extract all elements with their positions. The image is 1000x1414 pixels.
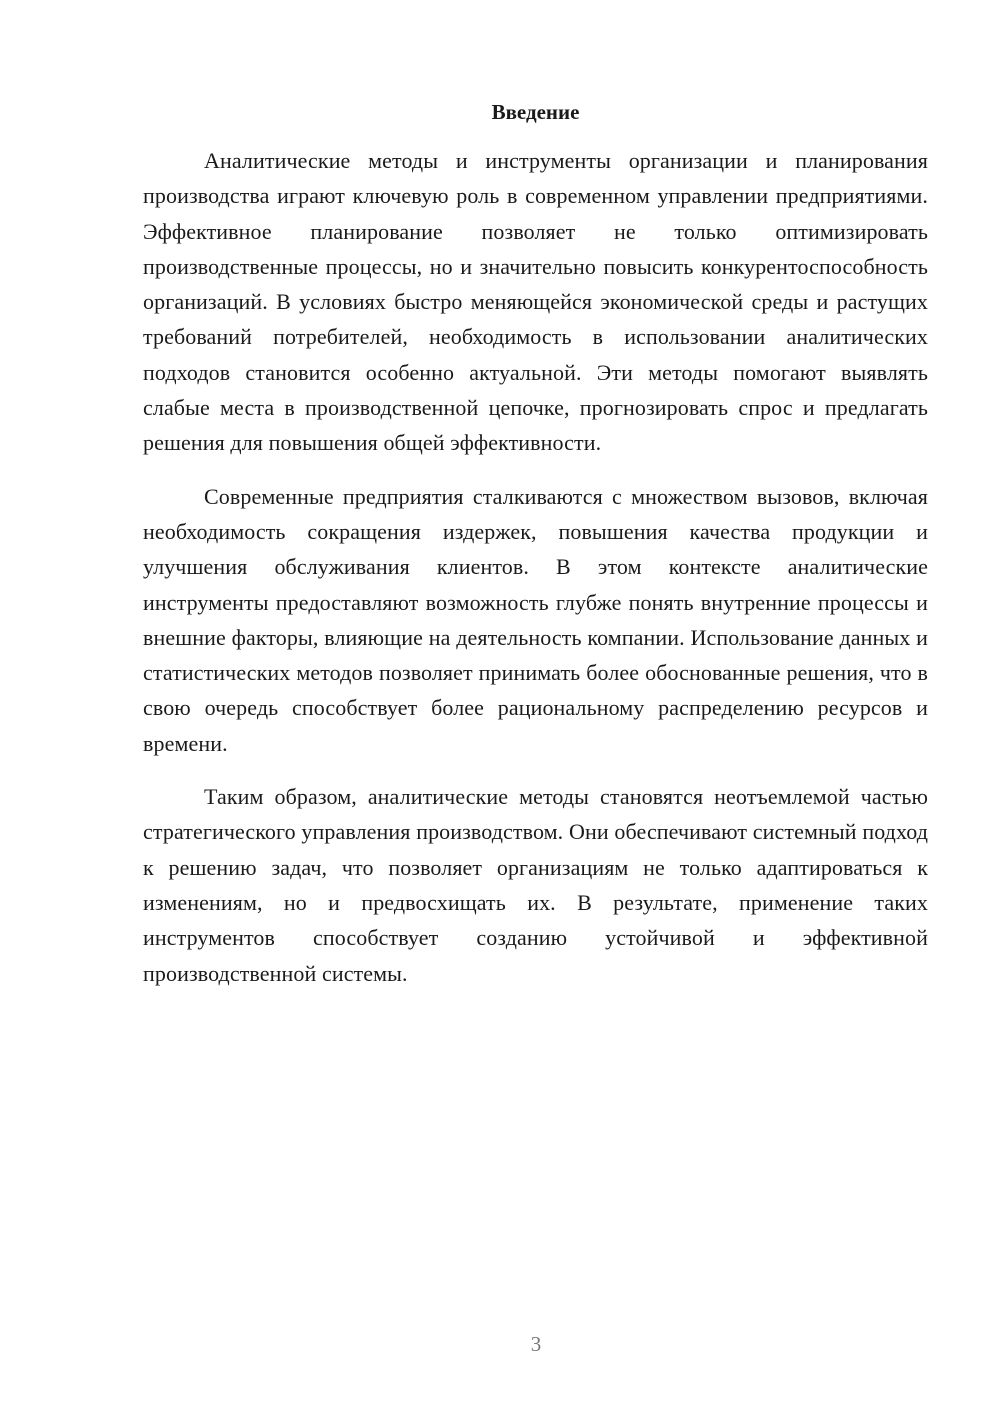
page-number: 3 [530, 1332, 542, 1356]
page-content [143, 98, 928, 1009]
paragraph-2: Современные предприятия сталкиваются с множеством вызовов, включая необходимость сокращения издержек, повышения качества продукции и улучшения обслуживания клиентов. В этом контексте аналитические инструменты предоставляют возможность глубже понять внутренние процессы и внешние факторы, влияющие на деятельность компании. Использование данных и статистических методов позволяет принимать более обоснованные решения, что в свою очередь способствует более рациональному распределению ресурсов и времени. [143, 483, 928, 756]
paragraph-1: Аналитические методы и инструменты организации и планирования производства играют ключевую роль в современном управлении предприятиями. Эффективное планирование позволяет не только оптимизировать производственные процессы, но и значительно повысить конкурентоспособность организаций. В условиях быстро меняющейся экономической среды и растущих требований потребителей, необходимость в использовании аналитических подходов становится особенно актуальной. Эти методы помогают выявлять слабые места в производственной цепочке, прогнозировать спрос и предлагать решения для повышения общей эффективности. [143, 148, 928, 456]
section-title: Введение [491, 100, 580, 124]
paragraph-3: Таким образом, аналитические методы становятся неотъемлемой частью стратегического управления производством. Они обеспечивают системный подход к решению задач, что позволяет организациям не только адаптироваться к изменениям, но и предвосхищать их. В результате, применение таких инструментов способствует созданию устойчивой и эффективной производственной системы. [143, 784, 928, 986]
